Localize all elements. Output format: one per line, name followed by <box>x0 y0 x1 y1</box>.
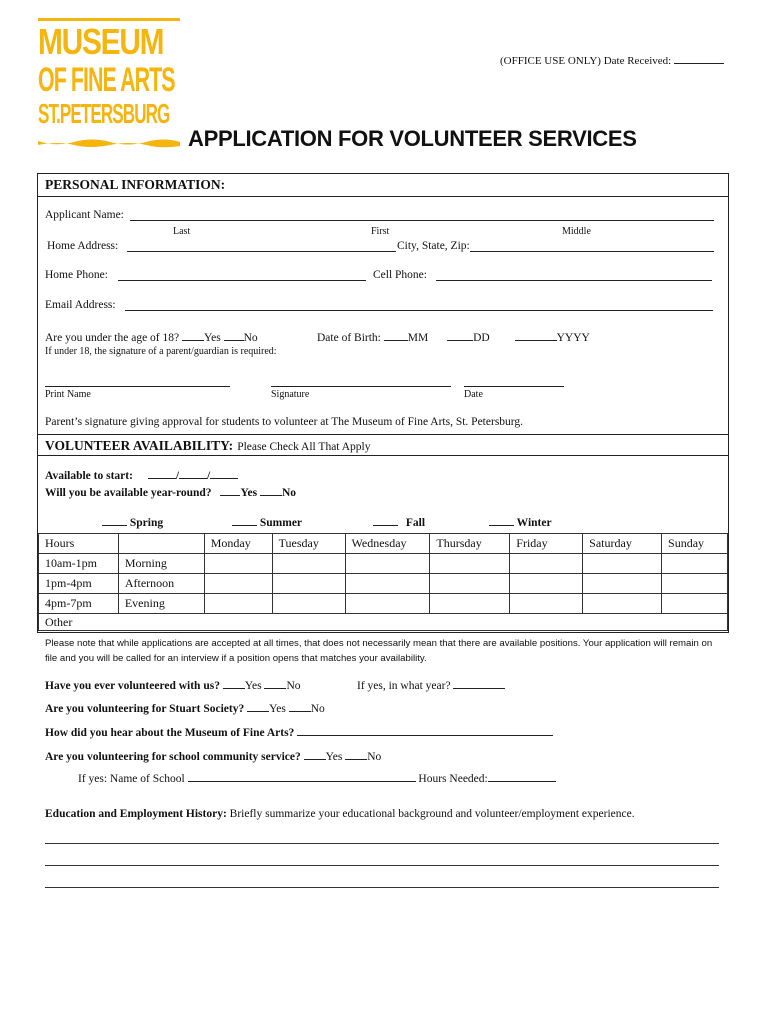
under-18-note: If under 18, the signature of a parent/guardian is required: <box>45 346 277 357</box>
year-round-no-blank[interactable] <box>260 484 282 496</box>
dob-yyyy-field[interactable] <box>515 329 557 341</box>
education-line[interactable] <box>45 843 719 844</box>
availability-cell[interactable] <box>204 594 272 614</box>
year-round-yes-blank[interactable] <box>220 484 240 496</box>
applicant-name-field[interactable] <box>130 209 714 221</box>
availability-cell[interactable] <box>662 594 728 614</box>
availability-cell[interactable] <box>345 574 430 594</box>
volunteered-no-blank[interactable] <box>264 677 286 689</box>
signature-caption: Signature <box>271 389 310 400</box>
header-sunday: Sunday <box>662 534 728 554</box>
header-period <box>118 534 204 554</box>
home-address-field[interactable] <box>127 240 396 252</box>
availability-header-note: Please Check All That Apply <box>237 441 371 453</box>
under-18-no-label: No <box>243 332 258 344</box>
dob-dd-label: DD <box>473 332 490 344</box>
volunteered-year-field[interactable] <box>453 677 505 689</box>
season-summer <box>232 514 302 529</box>
heard-field[interactable] <box>297 724 553 736</box>
year-round-row <box>45 484 296 499</box>
available-to-start-label: Available to start: <box>45 470 133 482</box>
row-period: Afternoon <box>118 574 204 594</box>
home-phone-field[interactable] <box>118 269 366 281</box>
first-name-caption: First <box>371 226 390 237</box>
office-use-label: (OFFICE USE ONLY) Date Received: <box>500 52 724 67</box>
volunteered-year <box>357 677 505 692</box>
availability-cell[interactable] <box>510 574 583 594</box>
season-spring <box>102 514 163 529</box>
availability-cell[interactable] <box>583 574 662 594</box>
row-hours: 1pm-4pm <box>39 574 119 594</box>
print-name-field[interactable] <box>45 375 230 387</box>
availability-cell[interactable] <box>583 594 662 614</box>
hours-needed-label: Hours Needed: <box>418 773 488 785</box>
table-row <box>39 594 728 614</box>
row-period: Morning <box>118 554 204 574</box>
season-fall-blank[interactable] <box>373 514 398 526</box>
year-round-no-label: No <box>281 487 296 499</box>
education-line[interactable] <box>45 865 719 866</box>
season-summer-label: Summer <box>259 517 303 529</box>
school-label: Are you volunteering for school community service? <box>45 751 301 763</box>
date-field[interactable] <box>464 375 564 387</box>
hours-needed-field[interactable] <box>488 770 556 782</box>
volunteered-year-label: If yes, in what year? <box>357 680 451 692</box>
volunteered-yes-blank[interactable] <box>223 677 245 689</box>
header-thursday: Thursday <box>430 534 510 554</box>
dob-yyyy-label: YYYY <box>556 332 590 344</box>
row-hours: 4pm-7pm <box>39 594 119 614</box>
header-monday: Monday <box>204 534 272 554</box>
stuart-yes-blank[interactable] <box>247 700 269 712</box>
row-hours: 10am-1pm <box>39 554 119 574</box>
row-other[interactable]: Other <box>39 614 728 631</box>
availability-cell[interactable] <box>272 574 345 594</box>
dob-mm-field[interactable] <box>384 329 408 341</box>
volunteered-question <box>45 677 301 692</box>
availability-cell[interactable] <box>510 594 583 614</box>
season-fall-label: Fall <box>405 517 426 529</box>
logo-line-3: ST.PETERSBURG <box>38 98 170 129</box>
education-label: Education and Employment History: <box>45 808 227 820</box>
personal-info-header: PERSONAL INFORMATION: <box>45 177 226 192</box>
dob-dd-field[interactable] <box>447 329 473 341</box>
header-friday: Friday <box>510 534 583 554</box>
under-18-question <box>45 329 258 344</box>
start-day-field[interactable] <box>179 467 207 479</box>
start-year-field[interactable] <box>210 467 238 479</box>
school-name-field[interactable] <box>188 770 416 782</box>
availability-cell[interactable] <box>204 574 272 594</box>
availability-cell[interactable] <box>345 594 430 614</box>
row-period: Evening <box>118 594 204 614</box>
school-question <box>45 748 381 763</box>
table-header-row <box>39 534 728 554</box>
availability-header-divider <box>37 455 729 456</box>
school-name-label: If yes: Name of School <box>78 773 185 785</box>
stuart-question <box>45 700 325 715</box>
volunteered-no-label: No <box>286 680 301 692</box>
season-winter-blank[interactable] <box>489 514 514 526</box>
under-18-label: Are you under the age of 18? <box>45 332 180 344</box>
signature-field[interactable] <box>271 375 451 387</box>
page-title: APPLICATION FOR VOLUNTEER SERVICES <box>188 126 637 151</box>
date-received-field[interactable] <box>674 52 724 64</box>
school-details <box>78 770 556 785</box>
header-wednesday: Wednesday <box>345 534 430 554</box>
season-summer-blank[interactable] <box>232 514 257 526</box>
education-text: Briefly summarize your educational background and volunteer/employment experience. <box>229 808 635 820</box>
under-18-no-blank[interactable] <box>224 329 244 341</box>
table-row <box>39 554 728 574</box>
availability-cell[interactable] <box>510 554 583 574</box>
school-yes-blank[interactable] <box>304 748 326 760</box>
dob-mm-label: MM <box>407 332 429 344</box>
season-winter-label: Winter <box>516 517 552 529</box>
school-no-blank[interactable] <box>345 748 367 760</box>
museum-logo <box>38 18 180 151</box>
under-18-yes-blank[interactable] <box>182 329 204 341</box>
city-state-zip-label: City, State, Zip: <box>397 240 470 252</box>
stuart-label: Are you volunteering for Stuart Society? <box>45 703 245 715</box>
dob-fields <box>317 329 590 344</box>
applicant-name-label: Applicant Name: <box>45 209 124 221</box>
start-month-field[interactable] <box>148 467 176 479</box>
last-name-caption: Last <box>173 226 191 237</box>
home-address-label: Home Address: <box>47 240 119 252</box>
heard-question <box>45 724 553 739</box>
volunteered-yes-label: Yes <box>244 680 262 692</box>
email-field[interactable] <box>125 299 713 311</box>
school-yes-label: Yes <box>325 751 343 763</box>
parent-approval-text: Parent’s signature giving approval for students to volunteer at The Museum of Fine Arts, St. Petersburg. <box>45 416 524 428</box>
logo-line-1: MUSEUM <box>38 21 164 62</box>
school-no-label: No <box>367 751 382 763</box>
table-row <box>39 574 728 594</box>
table-row <box>39 614 728 631</box>
availability-cell[interactable] <box>345 554 430 574</box>
season-fall <box>373 514 425 529</box>
year-round-label: Will you be available year-round? <box>45 487 212 499</box>
city-state-zip-field[interactable] <box>470 240 714 252</box>
heard-label: How did you hear about the Museum of Fine Arts? <box>45 727 295 739</box>
cell-phone-field[interactable] <box>436 269 712 281</box>
availability-cell[interactable] <box>662 574 728 594</box>
home-phone-label: Home Phone: <box>45 269 108 281</box>
volunteered-label: Have you ever volunteered with us? <box>45 680 220 692</box>
availability-cell[interactable] <box>430 554 510 574</box>
logo-wave <box>38 138 180 148</box>
dob-label: Date of Birth: <box>317 332 381 344</box>
available-to-start-row: Available to start: / / <box>45 467 238 482</box>
availability-table <box>38 533 728 631</box>
availability-cell[interactable] <box>430 594 510 614</box>
stuart-yes-label: Yes <box>269 703 286 715</box>
personal-header-divider <box>37 196 729 197</box>
cell-phone-label: Cell Phone: <box>373 269 427 281</box>
year-round-yes-label: Yes <box>240 487 258 499</box>
availability-top-divider <box>37 434 729 435</box>
print-name-caption: Print Name <box>45 389 91 400</box>
header-hours: Hours <box>39 534 119 554</box>
email-label: Email Address: <box>45 299 116 311</box>
stuart-no-blank[interactable] <box>289 700 311 712</box>
header-saturday: Saturday <box>583 534 662 554</box>
logo-line-2: OF FINE ARTS <box>38 61 175 99</box>
availability-header <box>45 437 371 455</box>
under-18-yes-label: Yes <box>204 332 221 344</box>
season-spring-label: Spring <box>129 517 164 529</box>
education-prompt <box>45 808 635 820</box>
availability-cell[interactable] <box>583 554 662 574</box>
date-caption: Date <box>464 389 483 400</box>
education-line[interactable] <box>45 887 719 888</box>
header-tuesday: Tuesday <box>272 534 345 554</box>
middle-name-caption: Middle <box>562 226 591 237</box>
stuart-no-label: No <box>310 703 325 715</box>
availability-cell[interactable] <box>662 554 728 574</box>
season-winter <box>489 514 552 529</box>
availability-cell[interactable] <box>272 594 345 614</box>
availability-cell[interactable] <box>430 574 510 594</box>
season-spring-blank[interactable] <box>102 514 127 526</box>
availability-header-label: VOLUNTEER AVAILABILITY: <box>45 438 234 453</box>
availability-cell[interactable] <box>272 554 345 574</box>
availability-cell[interactable] <box>204 554 272 574</box>
availability-note: Please note that while applications are accepted at all times, that does not necessarily mean that there are available positions. Your application will remain on file and you will be called for an interview if a position opens that matches your availability. <box>45 638 713 664</box>
